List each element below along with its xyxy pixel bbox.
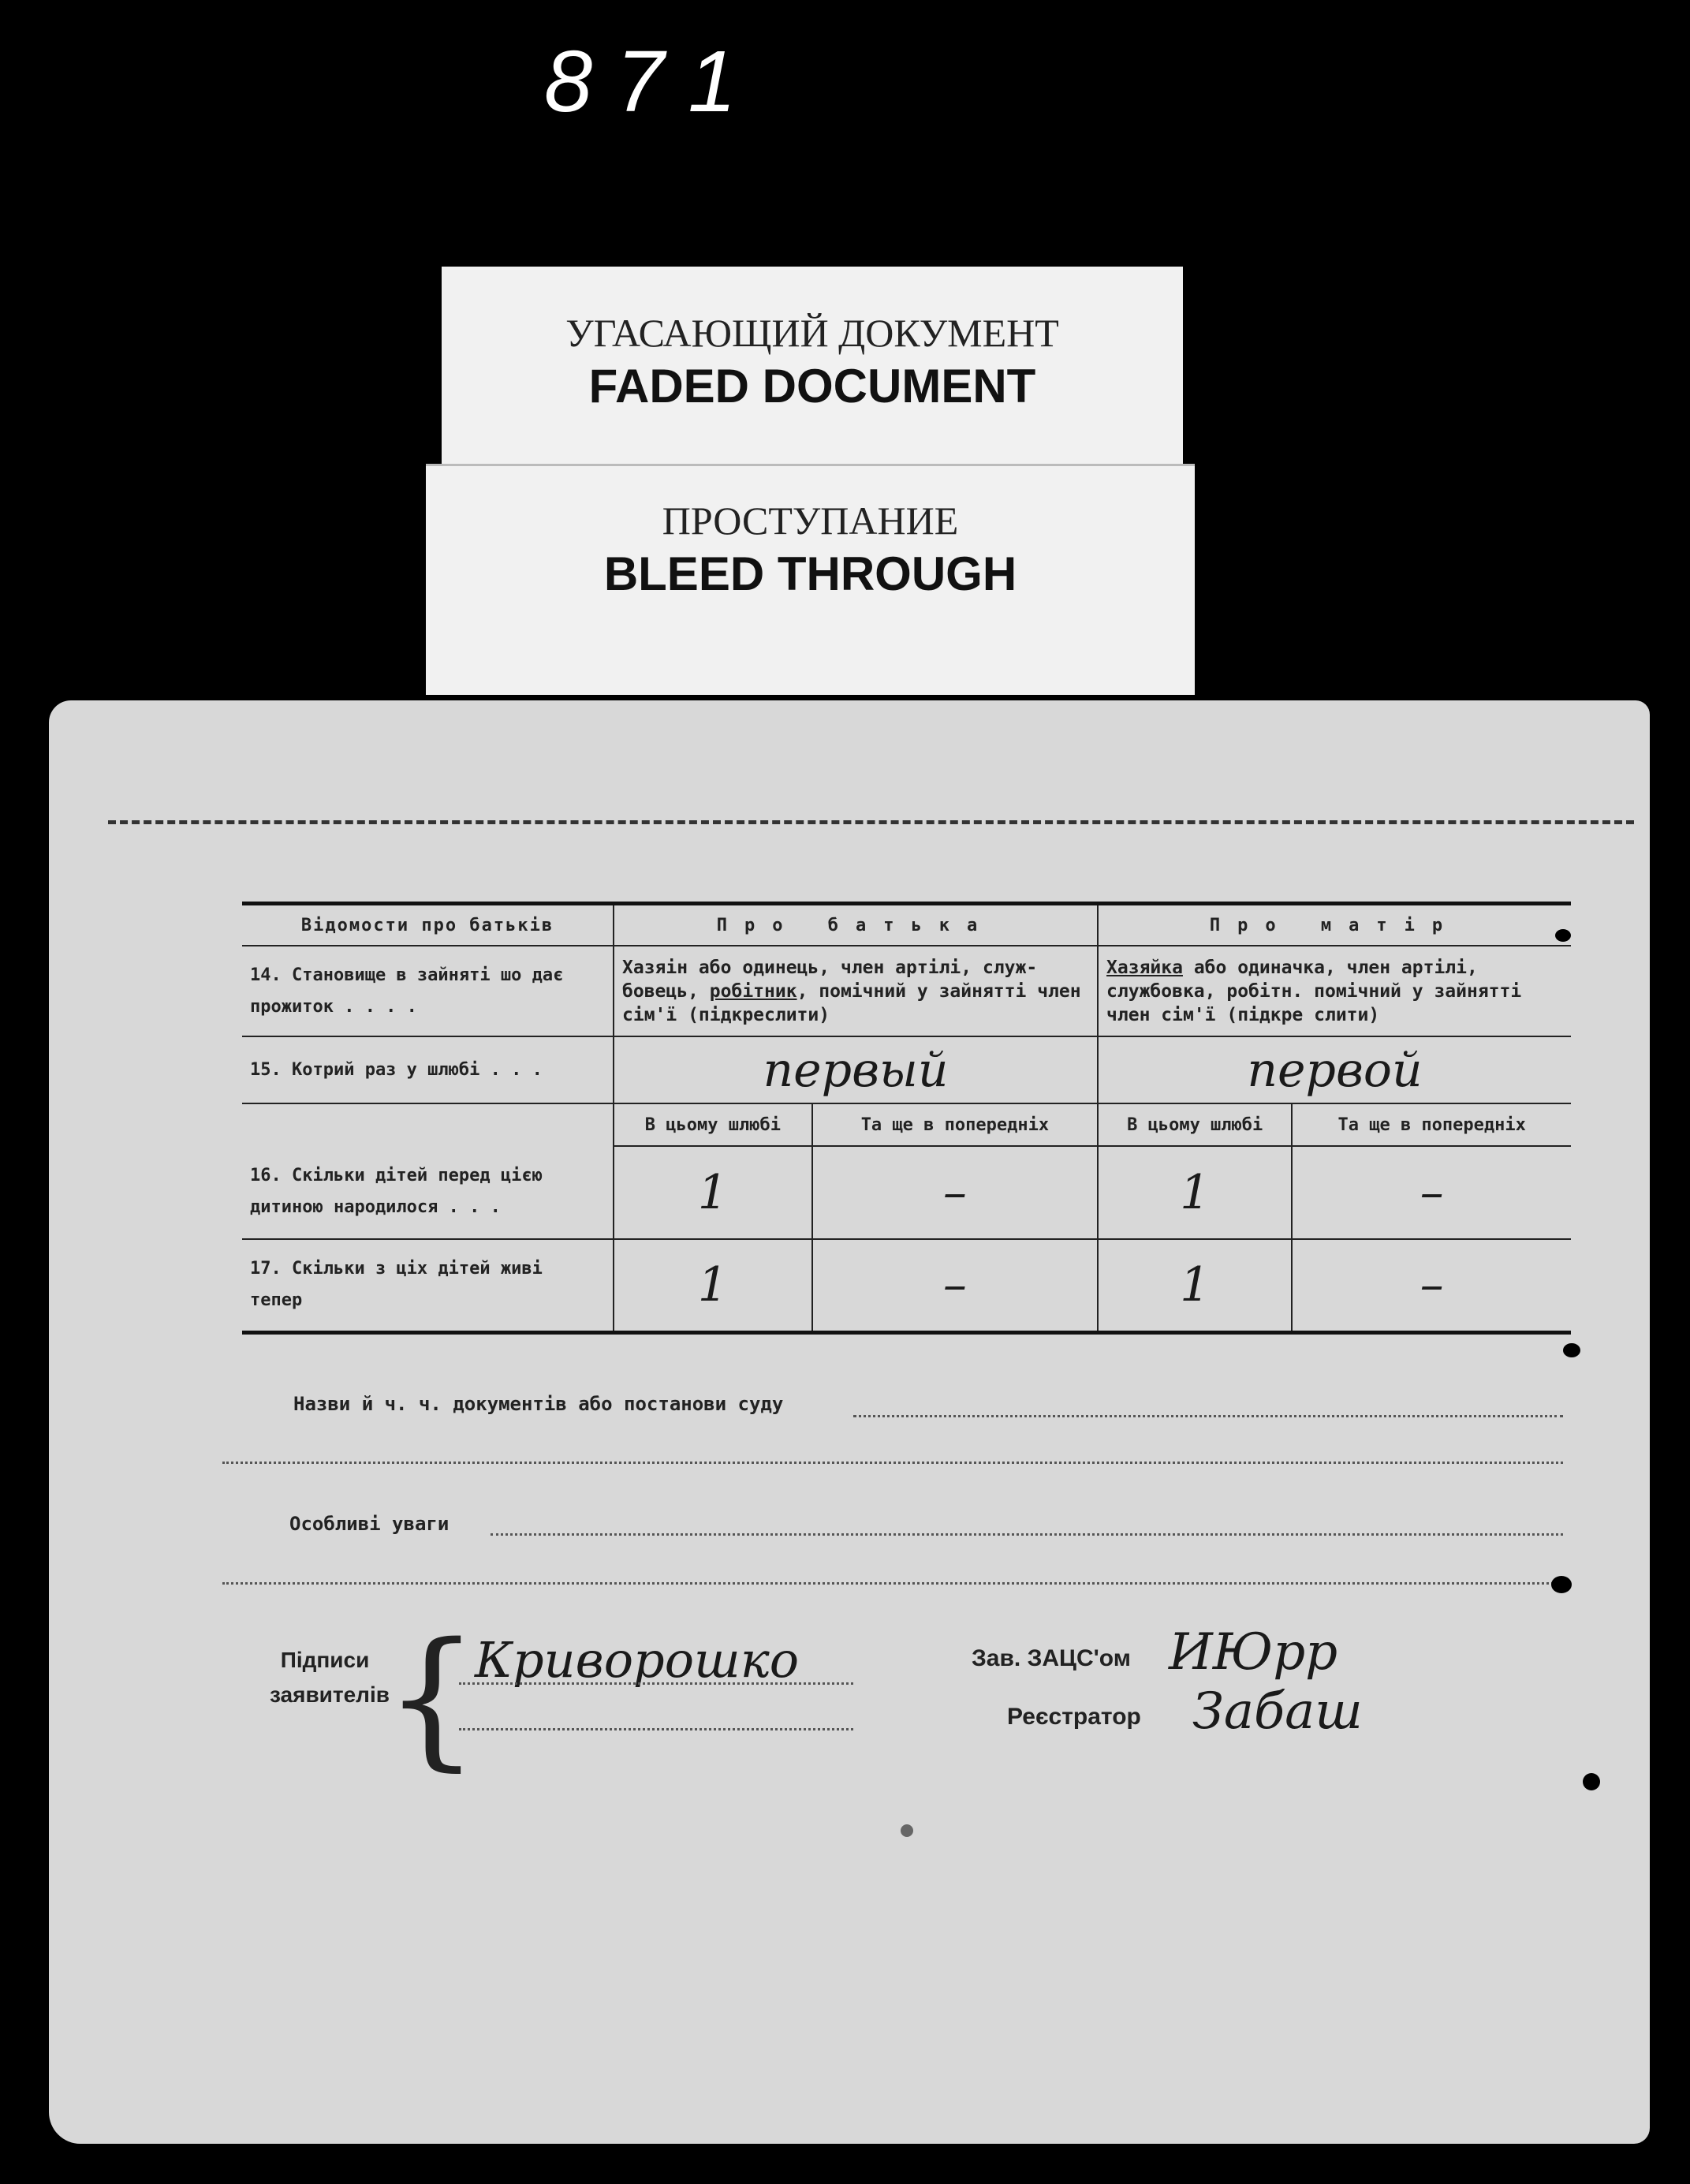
row17-father-prev: – <box>812 1239 1098 1332</box>
applicants-signature-label: Підписи заявителів <box>270 1648 390 1707</box>
subheader-father-this: В цьому шлюбі <box>614 1103 812 1146</box>
document-sheet <box>49 700 1650 2144</box>
bleed-through-label <box>426 464 1195 695</box>
applicant-signature: Криворошко <box>475 1631 800 1689</box>
brace: { <box>384 1611 479 1785</box>
cut-line <box>108 820 1634 824</box>
row15-father: первый <box>614 1036 1098 1103</box>
faded-label-ru: УГАСАЮЩИЙ ДОКУМЕНТ <box>565 311 1059 355</box>
row17-mother-prev: – <box>1292 1239 1571 1332</box>
row14-mother <box>1098 946 1571 1036</box>
table-row <box>242 1239 1571 1332</box>
frame-number: 871 <box>544 33 760 130</box>
bleed-label-ru: ПРОСТУПАНИЕ <box>662 498 959 543</box>
table-header-row <box>242 904 1571 946</box>
damage-spot <box>1563 1343 1580 1357</box>
damage-spot <box>1555 929 1571 942</box>
row15-mother: первой <box>1098 1036 1571 1103</box>
row16-father-prev: – <box>812 1146 1098 1239</box>
subheader-father-prev: Та ще в попередніх <box>812 1103 1098 1146</box>
faded-document-label <box>442 267 1183 465</box>
row14-father-pre: Хазяін або одинець, член артілі, служ-бовець, <box>622 957 1038 1002</box>
row16-mother-prev: – <box>1292 1146 1571 1239</box>
remarks-line-1 <box>491 1533 1563 1536</box>
documents-line-2 <box>222 1462 1563 1464</box>
signature-line-2 <box>459 1728 853 1730</box>
row14-mother-underlined: Хазяйка <box>1106 957 1183 978</box>
table-subheader-row <box>242 1103 1571 1146</box>
subheader-mother-this: В цьому шлюбі <box>1098 1103 1292 1146</box>
row16-label-cell <box>242 1103 614 1239</box>
table-row <box>242 946 1571 1036</box>
row14-label: 14. Становище в зайняті шо дає прожиток . . . . <box>242 946 614 1036</box>
registrar-label: Реєстратор <box>1007 1704 1141 1730</box>
row14-father <box>614 946 1098 1036</box>
damage-spot <box>1551 1576 1572 1593</box>
documents-line-1 <box>853 1415 1563 1417</box>
row14-father-underlined: робітник <box>709 980 797 1002</box>
row17-label: 17. Скільки з ціх дітей живі тепер <box>242 1239 614 1332</box>
row16-father-this: 1 <box>614 1146 812 1239</box>
row17-mother-this: 1 <box>1098 1239 1292 1332</box>
row15-label: 15. Котрий раз у шлюбі . . . <box>242 1036 614 1103</box>
header-father: Про батька <box>614 904 1098 946</box>
bleed-label-en: BLEED THROUGH <box>603 547 1017 600</box>
faded-label-en: FADED DOCUMENT <box>588 360 1036 413</box>
registrar-signature: Забаш <box>1192 1682 1363 1741</box>
header-mother: Про матір <box>1098 904 1571 946</box>
remarks-label: Особливі уваги <box>289 1513 450 1535</box>
damage-spot <box>901 1824 913 1837</box>
documents-label: Назви й ч. ч. документів або постанови суду <box>293 1393 784 1415</box>
row17-father-this: 1 <box>614 1239 812 1332</box>
head-zags-label: Зав. ЗАЦС'ом <box>972 1645 1131 1671</box>
row14-father-post: , помічний у зайнятті член сім'ї (підкреслити) <box>622 980 1081 1025</box>
row16-label: 16. Скільки дітей перед цією дитиною народилося . . . <box>250 1166 543 1217</box>
table-row <box>242 1036 1571 1103</box>
parents-info-table <box>242 902 1571 1335</box>
head-zags-signature: ИЮрр <box>1169 1623 1338 1682</box>
row16-mother-this: 1 <box>1098 1146 1292 1239</box>
damage-spot <box>1583 1773 1600 1790</box>
signature-line-1 <box>459 1682 853 1685</box>
row14-mother-post: або одиначка, член артілі, службовка, робітн. помічний у зайнятті член сім'ї (підкре слити) <box>1106 957 1522 1025</box>
subheader-mother-prev: Та ще в попередніх <box>1292 1103 1571 1146</box>
header-parents-info: Відомости про батьків <box>242 904 614 946</box>
remarks-line-2 <box>222 1582 1563 1585</box>
